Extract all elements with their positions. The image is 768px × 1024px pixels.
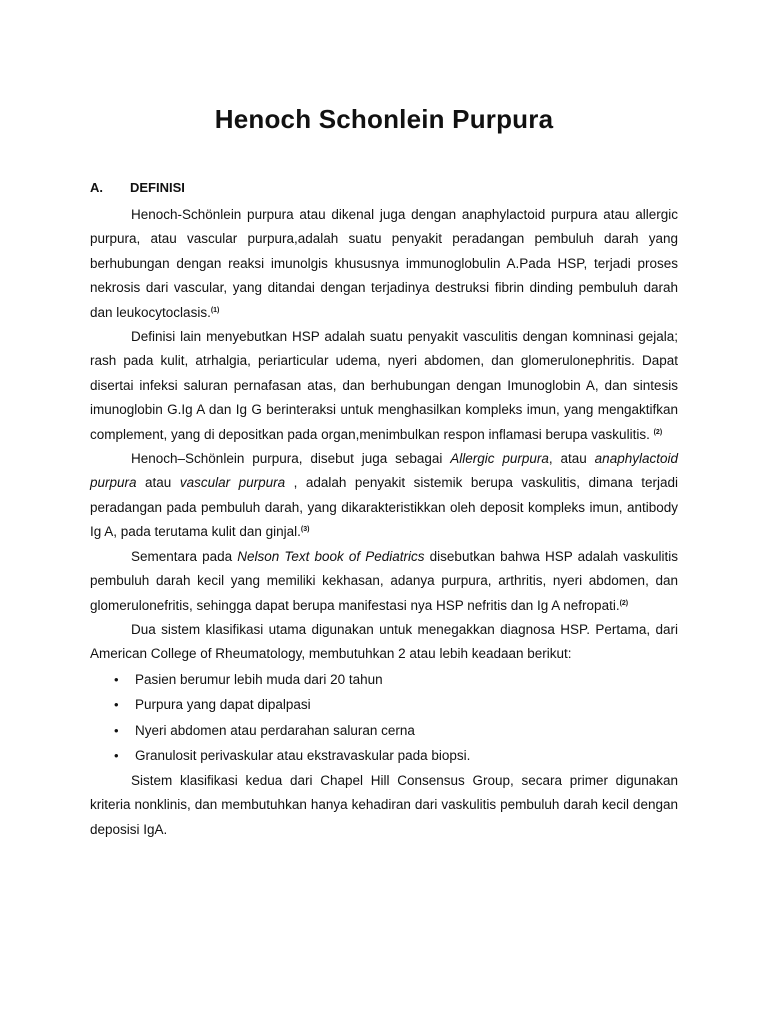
list-item xyxy=(90,692,678,718)
italic-term: Allergic purpura xyxy=(450,451,549,467)
list-item xyxy=(90,718,678,744)
section-heading xyxy=(90,180,185,195)
citation-ref: (2) xyxy=(653,428,663,436)
list-item xyxy=(90,743,678,769)
paragraph-5 xyxy=(90,618,678,667)
paragraph-4-text: Sementara pada xyxy=(131,548,238,564)
paragraph-3-text: , adalah penyakit sistemik berupa vaskulitis, dimana terjadi peradangan pada pembuluh darah, yang dikarakteristikkan oleh deposit kompleks imun, antibody Ig A, pada terutama kulit dan ginjal. xyxy=(90,475,678,540)
paragraph-2-text: Definisi lain menyebutkan HSP adalah suatu penyakit vasculitis dengan komninasi gejala; rash pada kulit, atrhalgia, periarticular udema, nyeri abdomen, dan glomerulonephritis. Dapat disertai infeksi saluran pernafasan atas, dan berhubungan dengan Imunoglobin A, dan sintesis imunoglobin G.Ig A dan Ig G berinteraksi untuk menghasilkan kompleks imun, yang mengaktifkan complement, yang di depositkan pada organ,menimbulkan respon inflamasi berupa vaskulitis. xyxy=(90,329,678,442)
italic-term: vascular purpura xyxy=(179,475,286,491)
citation-ref: (3) xyxy=(300,526,310,534)
body-text xyxy=(90,203,678,842)
citation-ref: (2) xyxy=(619,599,629,607)
list-item xyxy=(90,667,678,693)
list-item-text: Granulosit perivaskular atau ekstravaskular pada biopsi. xyxy=(135,748,471,764)
criteria-list xyxy=(90,667,678,769)
paragraph-5-text: Dua sistem klasifikasi utama digunakan untuk menegakkan diagnosa HSP. Pertama, dari American College of Rheumatology, membutuhkan 2 atau lebih keadaan berikut: xyxy=(90,621,678,662)
paragraph-1 xyxy=(90,203,678,325)
paragraph-4 xyxy=(90,545,678,618)
bullet-icon: • xyxy=(114,697,119,713)
bullet-icon: • xyxy=(114,671,119,687)
paragraph-3-text: Henoch–Schönlein purpura, disebut juga sebagai xyxy=(131,451,451,467)
bullet-icon: • xyxy=(114,722,119,738)
paragraph-2 xyxy=(90,325,678,447)
paragraph-6-text: Sistem klasifikasi kedua dari Chapel Hill Consensus Group, secara primer digunakan kriteria nonklinis, dan membutuhkan hanya kehadiran dari vaskulitis pembuluh darah kecil dengan deposisi IgA. xyxy=(90,772,678,837)
paragraph-3-text: , atau xyxy=(548,451,595,467)
paragraph-6 xyxy=(90,769,678,842)
paragraph-3-text: atau xyxy=(136,475,180,491)
list-item-text: Pasien berumur lebih muda dari 20 tahun xyxy=(135,671,383,687)
list-item-text: Purpura yang dapat dipalpasi xyxy=(135,697,311,713)
paragraph-3 xyxy=(90,447,678,545)
bullet-icon: • xyxy=(114,748,119,764)
document-title: Henoch Schonlein Purpura xyxy=(214,104,554,134)
citation-ref: (1) xyxy=(210,306,220,314)
paragraph-1-text: Henoch-Schönlein purpura atau dikenal juga dengan anaphylactoid purpura atau allergic purpura, atau vascular purpura,adalah suatu penyakit peradangan pembuluh darah yang berhubungan dengan reaksi imunolgis khususnya immunoglobulin A.Pada HSP, terjadi proses nekrosis dari vascular, yang ditandai dengan terjadinya destruksi fibrin dinding pembuluh darah dan leukocytoclasis. xyxy=(90,207,678,320)
italic-term: Nelson Text book of Pediatrics xyxy=(237,548,425,564)
list-item-text: Nyeri abdomen atau perdarahan saluran cerna xyxy=(135,722,415,738)
italic-term: anaphylactoid purpura xyxy=(90,451,678,491)
paragraph-4-text: disebutkan bahwa HSP adalah vaskulitis pembuluh darah kecil yang memiliki kekhasan, adanya purpura, arthritis, nyeri abdomen, dan glomerulonefritis, sehingga dapat berupa manifestasi nya HSP nefritis dan Ig A nefropati. xyxy=(90,548,678,613)
section-number: A. xyxy=(90,180,103,195)
section-label: DEFINISI xyxy=(130,180,185,195)
